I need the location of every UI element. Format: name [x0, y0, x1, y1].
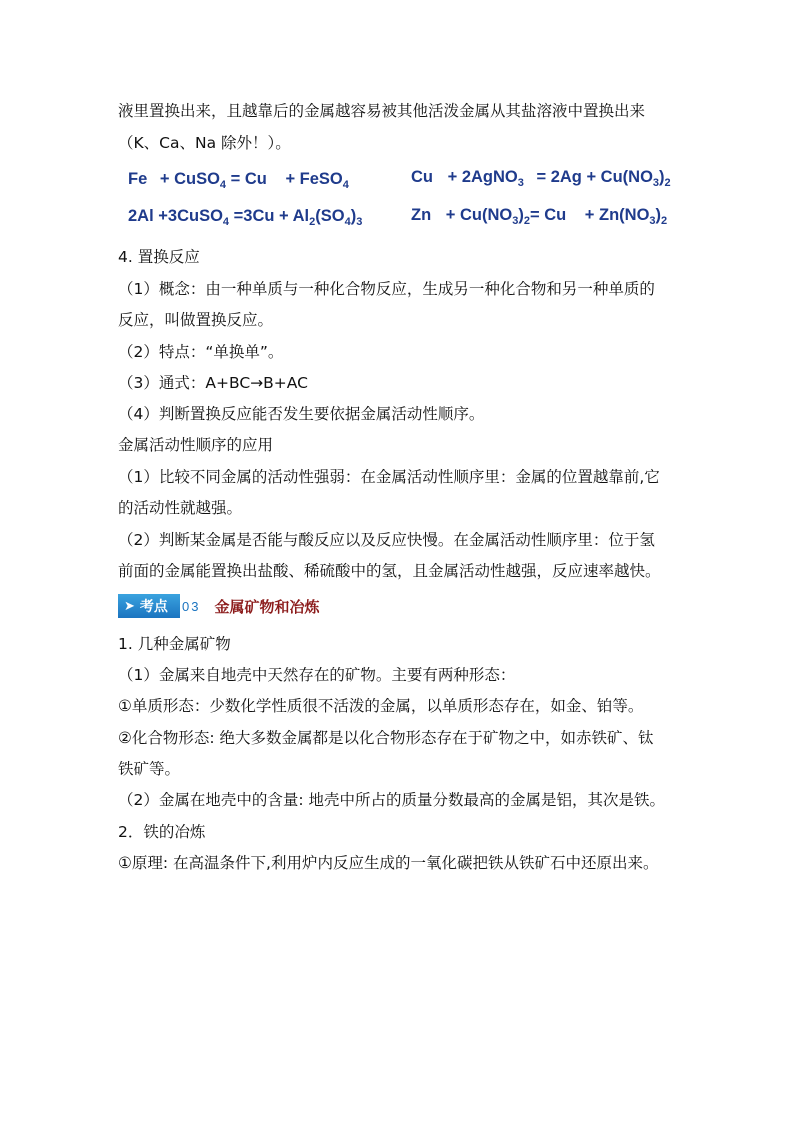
eq3-sub: 3 [356, 216, 363, 228]
section-4-title: 4. 置换反应 [118, 248, 200, 266]
arrow-right-icon: ➤ [124, 598, 135, 614]
kaodian-number: 03 [182, 598, 201, 614]
eq3-sub: 2 [309, 216, 316, 228]
kaodian-header [118, 593, 319, 619]
application-item-1-line-2: 的活动性就越强。 [118, 499, 243, 517]
feature-line: （2）特点：“单换单”。 [118, 343, 284, 361]
eq2-sub: 3 [517, 177, 524, 189]
equation-al-cuso4 [128, 207, 362, 228]
minerals-p2: ①单质形态：少数化学性质很不活泼的金属，以单质形态存在，如金、铂等。 [118, 697, 644, 715]
minerals-p3-line-1: ②化合物形态: 绝大多数金属都是以化合物形态存在于矿物之中，如赤铁矿、钛 [118, 729, 654, 747]
eq1-part: Fe [128, 170, 148, 188]
eq1-sub: 4 [219, 179, 227, 191]
eq3-sub: 4 [344, 216, 351, 228]
eq3-part: (SO [315, 207, 345, 225]
eq3-sub: 4 [222, 216, 230, 228]
eq3-part: 2Al +3CuSO [128, 207, 223, 225]
intro-line-2: （K、Ca、Na 除外！）。 [118, 134, 291, 152]
kaodian-badge-label: 考点 [139, 599, 168, 615]
eq2-sub: 3 [652, 177, 660, 189]
equation-cu-agno3 [411, 168, 671, 189]
eq2-part: ) [659, 168, 665, 186]
eq1-part: + FeSO [285, 170, 343, 188]
application-title: 金属活动性顺序的应用 [118, 436, 274, 454]
formula-line: （3）通式：A+BC→B+AC [118, 374, 308, 392]
eq2-sub: 2 [664, 177, 671, 189]
eq2-part: + 2AgNO [447, 168, 518, 186]
eq4-part: = Cu [529, 206, 567, 224]
eq4-part: Zn [411, 206, 432, 224]
minerals-p1: （1）金属来自地壳中天然存在的矿物。主要有两种形态： [118, 666, 516, 684]
equation-fe-cuso4 [128, 170, 349, 191]
application-item-1-line-1: （1）比较不同金属的活动性强弱：在金属活动性顺序里：金属的位置越靠前,它 [118, 468, 660, 486]
minerals-p3-line-2: 铁矿等。 [118, 760, 181, 778]
eq3-part: ) [350, 207, 357, 225]
kaodian-title: 金属矿物和冶炼 [214, 597, 320, 616]
eq4-sub: 3 [512, 215, 519, 227]
kaodian-badge [118, 594, 180, 618]
eq2-part: = 2Ag + Cu(NO [536, 168, 653, 186]
eq1-part: + CuSO [159, 170, 220, 188]
judge-line: （4）判断置换反应能否发生要依据金属活动性顺序。 [118, 405, 485, 423]
equation-zn-cuno3 [411, 206, 667, 227]
eq4-part: + Cu(NO [445, 206, 513, 224]
minerals-p4: （2）金属在地壳中的含量: 地壳中所占的质量分数最高的金属是铝，其次是铁。 [118, 791, 666, 809]
application-item-2-line-1: （2）判断某金属是否能与酸反应以及反应快慢。在金属活动性顺序里：位于氢 [118, 531, 655, 549]
eq4-part: + Zn(NO [584, 206, 650, 224]
eq1-part: = Cu [226, 170, 267, 188]
eq4-part: ) [518, 206, 524, 224]
eq2-part: Cu [411, 168, 433, 186]
smelting-p1: ①原理: 在高温条件下,利用炉内反应生成的一氧化碳把铁从铁矿石中还原出来。 [118, 854, 659, 872]
concept-line-1: （1）概念：由一种单质与一种化合物反应，生成另一种化合物和另一种单质的 [118, 280, 655, 298]
eq4-sub: 2 [523, 215, 530, 227]
eq4-part: ) [655, 206, 662, 224]
eq4-sub: 2 [661, 215, 668, 227]
eq3-part: =3Cu + Al [229, 207, 310, 225]
application-item-2-line-2: 前面的金属能置换出盐酸、稀硫酸中的氢，且金属活动性越强，反应速率越快。 [118, 562, 661, 580]
smelting-title: 2．铁的冶炼 [118, 823, 206, 841]
eq4-sub: 3 [649, 215, 656, 227]
eq1-sub: 4 [342, 179, 349, 191]
minerals-title: 1. 几种金属矿物 [118, 635, 231, 653]
concept-line-2: 反应，叫做置换反应。 [118, 311, 274, 329]
intro-line-1: 液里置换出来，且越靠后的金属越容易被其他活泼金属从其盐溶液中置换出来 [118, 102, 646, 120]
